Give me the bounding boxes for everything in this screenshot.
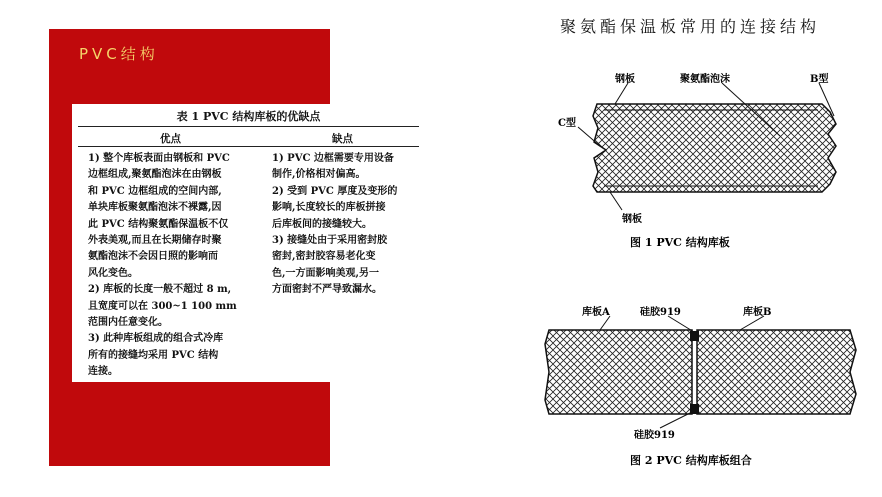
pvc-panel-shape bbox=[593, 104, 836, 192]
panel-title: PVC结构 bbox=[79, 45, 159, 63]
sealant-top-mark bbox=[690, 331, 699, 341]
panel-b-shape bbox=[697, 330, 856, 414]
panel-a-shape bbox=[545, 330, 692, 414]
pros-header: 优点 bbox=[160, 133, 181, 145]
label-sealant-top: 硅胶919 bbox=[640, 307, 681, 318]
pros-column: 1) 整个库板表面由钢板和 PVC 边框组成,聚氨酯泡沫在由钢板 和 PVC 边框组成的空间内部, 单块库板聚氨酯泡沫不裸露,因 此 PVC 结构聚氨酯保温板不仅 外表美观,而且在长期储存时聚 氨酯泡沫不会因日照的影响而 风化变色。 2) 库板的长度一般不超过 8 m, 且宽度可以在 300~1 100 mm 范围内任意变化。 3) 此种库板组成的组合式冷库 所有的接缝均采用 PVC 结构 连接。 bbox=[88, 153, 237, 378]
label-steel-bottom: 钢板 bbox=[622, 214, 642, 225]
cons-header: 缺点 bbox=[332, 133, 353, 145]
cons-column: 1) PVC 边框需要专用设备 制作,价格相对偏高。 2) 受到 PVC 厚度及变形的 影响,长度较长的库板拼接 后库板间的接缝较大。 3) 接缝处由于采用密封胶 密封,密封胶容易老化变 色,一方面影响美观,另一 方面密封不严导致漏水。 bbox=[272, 153, 398, 296]
label-panel-b: 库板B bbox=[743, 307, 772, 318]
figure1-caption: 图 1 PVC 结构库板 bbox=[630, 236, 730, 249]
table-caption: 表 1 PVC 结构库板的优缺点 bbox=[176, 110, 321, 123]
label-b-type: B型 bbox=[810, 74, 829, 85]
slide-title: 聚氨酯保温板常用的连接结构 bbox=[560, 17, 821, 36]
figure1-panel bbox=[558, 72, 836, 225]
label-panel-a: 库板A bbox=[582, 307, 610, 318]
figure2-caption: 图 2 PVC 结构库板组合 bbox=[630, 454, 752, 467]
label-steel-top: 钢板 bbox=[615, 74, 635, 85]
label-sealant-bottom: 硅胶919 bbox=[634, 430, 675, 441]
figure2-panels bbox=[545, 305, 856, 441]
label-foam: 聚氨酯泡沫 bbox=[680, 74, 730, 85]
label-c-type: C型 bbox=[558, 118, 576, 129]
